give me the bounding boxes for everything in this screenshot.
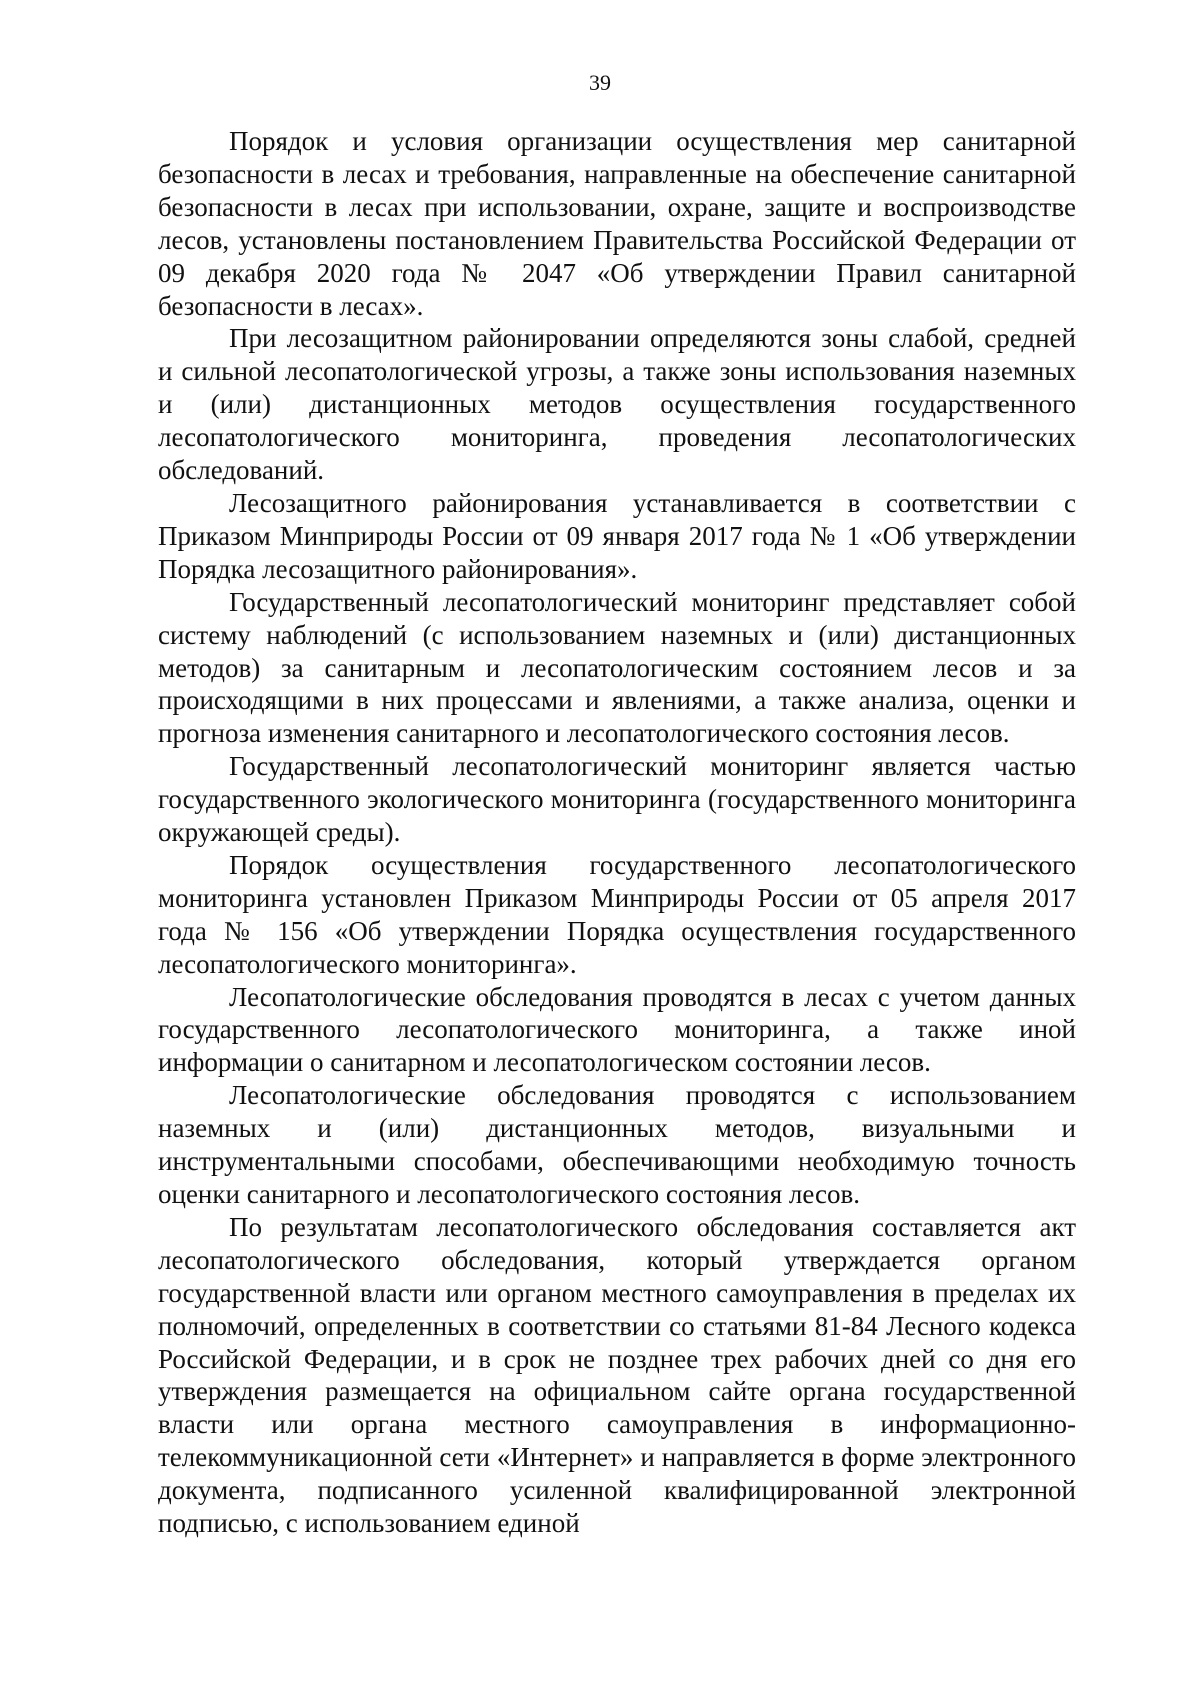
paragraph-survey-act: По результатам лесопатологического обследования составляется акт лесопатологического обследования, который утверждается органом государственной власти или органом местного самоуправления в пределах их полномочий, определенных в соответствии со статьями 81-84 Лесного кодекса Российской Федерации, и в срок не позднее трех рабочих дней со дня его утверждения размещается на официальном сайте органа государственной власти или органа местного самоуправления в информационно-телекоммуникационной сети «Интернет» и направляется в форме электронного документа, подписанного усиленной квалифицированной электронной подписью, с использованием единой: [158, 1211, 1076, 1539]
paragraph-monitoring-part-of-ecological: Государственный лесопатологический мониторинг является частью государственного экологического мониторинга (государственного мониторинга окружающей среды).: [158, 751, 1076, 848]
paragraph-surveys-methods: Лесопатологические обследования проводятся с использованием наземных и (или) дистанционных методов, визуальными и инструментальными способами, обеспечивающими необходимую точность оценки санитарного и лесопатологического состояния лесов.: [158, 1080, 1076, 1209]
paragraph-surveys-data: Лесопатологические обследования проводятся в лесах с учетом данных государственного лесопатологического мониторинга, а также иной информации о санитарном и лесопатологическом состоянии лесов.: [158, 981, 1076, 1078]
paragraph-forest-protection-zoning: При лесозащитном районировании определяются зоны слабой, средней и сильной лесопатологической угрозы, а также зоны использования наземных и (или) дистанционных методов осуществления государственного лесопатологического мониторинга, проведения лесопатологических обследований.: [158, 323, 1076, 486]
paragraph-zoning-order: Лесозащитного районирования устанавливается в соответствии с Приказом Минприроды России от 09 января 2017 года № 1 «Об утверждении Порядка лесозащитного районирования».: [158, 487, 1076, 584]
paragraph-monitoring-order: Порядок осуществления государственного лесопатологического мониторинга установлен Приказом Минприроды России от 05 апреля 2017 года № 156 «Об утверждении Порядка осуществления государственного лесопатологического мониторинга».: [158, 849, 1076, 979]
page-number: 39: [589, 70, 611, 95]
paragraph-sanitary-safety: Порядок и условия организации осуществления мер санитарной безопасности в лесах и требования, направленные на обеспечение санитарной безопасности в лесах при использовании, охране, защите и воспроизводстве лесов, установлены постановлением Правительства Российской Федерации от 09 декабря 2020 года № 2047 «Об утверждении Правил санитарной безопасности в лесах».: [158, 126, 1076, 321]
paragraph-monitoring-definition: Государственный лесопатологический мониторинг представляет собой систему наблюдений (с использованием наземных и (или) дистанционных методов) за санитарным и лесопатологическим состоянием лесов и за происходящими в них процессами и явлениями, а также анализа, оценки и прогноза изменения санитарного и лесопатологического состояния лесов.: [158, 586, 1076, 749]
document-body: [158, 125, 1076, 1540]
